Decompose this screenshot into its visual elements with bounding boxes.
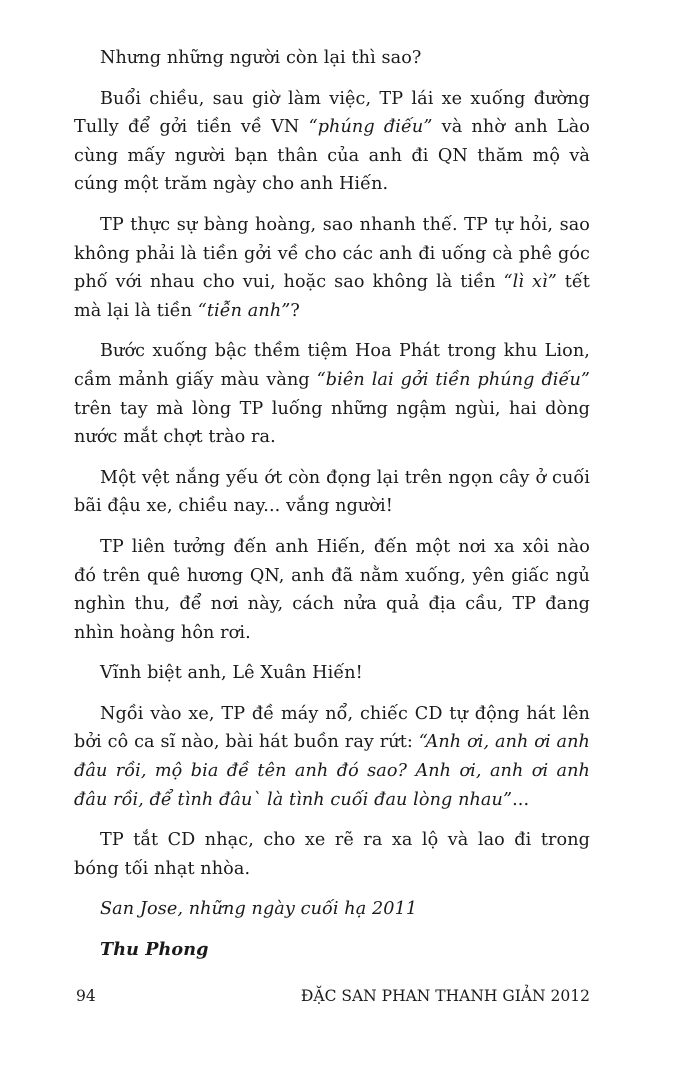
- text-run: ?: [290, 300, 300, 321]
- paragraph: [74, 700, 590, 814]
- signoff-author: Thu Phong: [100, 939, 209, 961]
- text-run: Bước xuống bậc thềm tiệm Hoa Phát trong khu Lion, cầm mảnh giấy màu vàng: [74, 341, 590, 390]
- article-body: [74, 44, 590, 965]
- paragraph: [74, 337, 590, 451]
- paragraph-list: [74, 44, 590, 883]
- page-number: 94: [76, 987, 96, 1005]
- paragraph: [74, 44, 590, 73]
- page-footer: [76, 986, 590, 1006]
- paragraph: [74, 826, 590, 883]
- text-run: Một vệt nắng yếu ớt còn đọng lại trên ngọn cây ở cuối bãi đậu xe, chiều nay... vắng người!: [74, 467, 590, 517]
- text-run: Nhưng những người còn lại thì sao?: [100, 48, 422, 68]
- paragraph: [74, 211, 590, 325]
- italic-run: “lì xì”: [503, 272, 557, 293]
- italic-run: “Anh ơi, anh ơi anh đâu rồi, mộ bia đề tên anh đó sao? Anh ơi, anh ơi anh đâu rồi, để tình đâu` là tình cuối đau lòng nhau”: [74, 732, 590, 810]
- paragraph: [74, 533, 590, 647]
- text-run: TP liên tưởng đến anh Hiến, đến một nơi xa xôi nào đó trên quê hương QN, anh đã nằm xuống, yên giấc ngủ nghìn thu, để nơi này, cách nửa quả địa cầu, TP đang nhìn hoàng hôn rơi.: [74, 536, 590, 643]
- text-run: Ngồi vào xe, TP đề máy nổ, chiếc CD tự động hát lên bởi cô ca sĩ nào, bài hát buồn ray rứt:: [74, 703, 590, 753]
- text-run: ...: [512, 789, 530, 810]
- italic-run: “biên lai gởi tiền phúng điếu”: [316, 369, 590, 390]
- text-run: TP thực sự bàng hoàng, sao nhanh thế. TP tự hỏi, sao không phải là tiền gởi về cho các anh đi uống cà phê góc phố với nhau cho vui, hoặc sao không là tiền: [74, 214, 590, 293]
- text-run: TP tắt CD nhạc, cho xe rẽ ra xa lộ và lao đi trong bóng tối nhạt nhòa.: [74, 830, 590, 879]
- paragraph: [74, 659, 590, 688]
- text-run: trên tay mà lòng TP luống những ngậm ngùi, hai dòng nước mắt chợt trào ra.: [74, 398, 590, 448]
- signoff-place-date: San Jose, những ngày cuối hạ 2011: [100, 899, 418, 920]
- publication-title: ĐẶC SAN PHAN THANH GIẢN 2012: [300, 987, 590, 1005]
- text-run: Vĩnh biệt anh, Lê Xuân Hiến!: [100, 663, 363, 684]
- italic-run: “tiễn anh”: [197, 300, 291, 321]
- paragraph: [74, 464, 590, 521]
- paragraph: [74, 85, 590, 199]
- text-run: và nhờ anh Lào cùng mấy người bạn thân của anh đi QN thăm mộ và cúng một trăm ngày cho anh Hiến.: [74, 117, 590, 195]
- text-run: Buổi chiều, sau giờ làm việc, TP lái xe xuống đường Tully để gởi tiền về VN: [74, 88, 590, 138]
- text-run: tết mà lại là tiền: [74, 272, 590, 321]
- italic-run: “phúng điếu”: [308, 117, 433, 138]
